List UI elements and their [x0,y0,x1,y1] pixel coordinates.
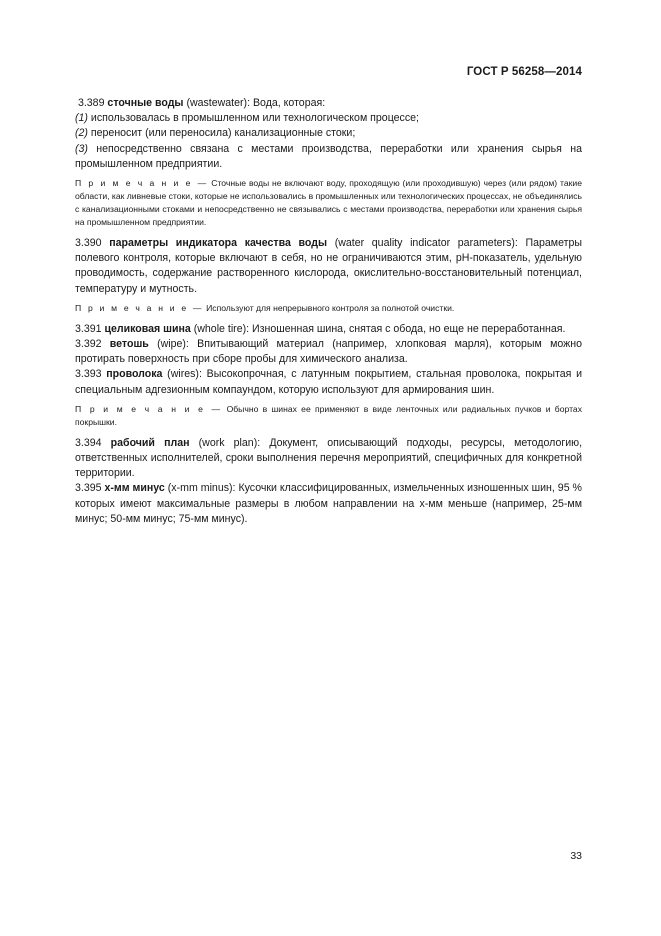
entry-3-392 [75,337,582,367]
entry-term: ветошь [109,338,149,351]
entry-definition: Кусочки классифицированных, измельченных изношенных шин, 95 % которых имеют максимальные размеры в любом направлении на х-мм меньше (например, 25-мм минус; 50-мм минус; 75-мм минус). [75,482,582,525]
page-number: 33 [570,850,582,862]
note-label: П р и м е ч а н и е — [75,178,209,189]
document-body [75,96,582,527]
note-text: Используют для непрерывного контроля за полнотой очистки. [206,302,455,313]
entry-number: 3.394 [75,436,102,449]
standard-header: ГОСТ Р 56258—2014 [466,66,582,78]
entry-number: 3.395 [75,482,102,495]
entry-term: сточные воды [107,97,184,109]
entry-number: 3.391 [75,322,102,335]
entry-number: 3.392 [75,338,102,351]
entry-english: (whole tire): [193,322,250,335]
list-marker: (3) [75,142,88,155]
entry-3-394 [75,436,582,482]
entry-definition: Изношенная шина, снятая с обода, но еще не переработанная. [252,322,566,335]
entry-definition: Параметры полевого контроля, которые включают в себя, но не ограничиваются этим, pH-показатель, удельную проводимость, содержание растворенного кислорода, окислительно-восстановительный потенциал, температуру и мутность. [75,237,582,295]
entry-term: целиковая шина [104,322,191,335]
entry-definition: Впитывающий материал (например, хлопковая марля), которым можно протирать поверхность при сборе пробы для химического анализа. [75,338,582,366]
entry-3-389 [75,96,582,111]
entry-english: (wastewater): [186,97,251,109]
list-text: непосредственно связана с местами производства, переработки или хранения сырья на промышленном предприятии. [75,142,582,170]
entry-number: 3.389 [77,97,105,109]
note-label: П р и м е ч а н и е — [75,403,223,414]
entry-term: проволока [106,368,163,381]
entry-3-395 [75,481,582,527]
entry-english: (work plan): [198,436,261,449]
note-text: Обычно в шинах ее применяют в виде ленточных или радиальных пучков и бортах покрышки. [75,403,582,427]
entry-number: 3.393 [75,368,102,381]
list-marker: (2) [75,127,88,140]
note-text: Сточные воды не включают воду, проходящую (или проходившую) через (или рядом) такие области, как ливневые стоки, которые не использовались в промышленных или технологических процессах, не объединялись с канализационными стоками и непосредственно не связывались с местами производства, переработки или хранения сырья на промышленном предприятии. [75,178,582,228]
list-text: переносит (или переносила) канализационные стоки; [90,127,356,140]
entry-definition: Документ, описывающий подходы, ресурсы, методологию, ответственных исполнителей, сроки выполнения перечня мероприятий, специфичных для конкретной территории. [75,436,583,480]
entry-term: параметры индикатора качества воды [109,237,328,250]
entry-definition: Вода, которая: [252,97,326,109]
note-label: П р и м е ч а н и е — [75,302,204,313]
list-item [75,126,582,141]
note [75,302,582,315]
entry-number: 3.390 [75,237,102,250]
note [75,177,582,229]
entry-3-391 [75,322,582,337]
list-item [75,142,582,172]
entry-term: х-мм минус [104,482,165,495]
list-marker: (1) [75,112,88,125]
entry-definition: Высокопрочная, с латунным покрытием, стальная проволока, покрытая и специальным адгезионным компаундом, которую используют для армирования шин. [75,368,582,396]
entry-english: (wipe): [157,338,189,351]
entry-english: (x-mm minus): [167,482,236,495]
list-item [75,111,582,126]
entry-3-393 [75,367,582,397]
entry-english: (wires): [167,368,202,381]
list-text: использовалась в промышленном или технологическом процессе; [90,112,419,125]
note [75,403,582,429]
entry-3-390 [75,236,582,297]
entry-term: рабочий план [110,436,190,449]
entry-english: (water quality indicator parameters): [334,237,518,250]
